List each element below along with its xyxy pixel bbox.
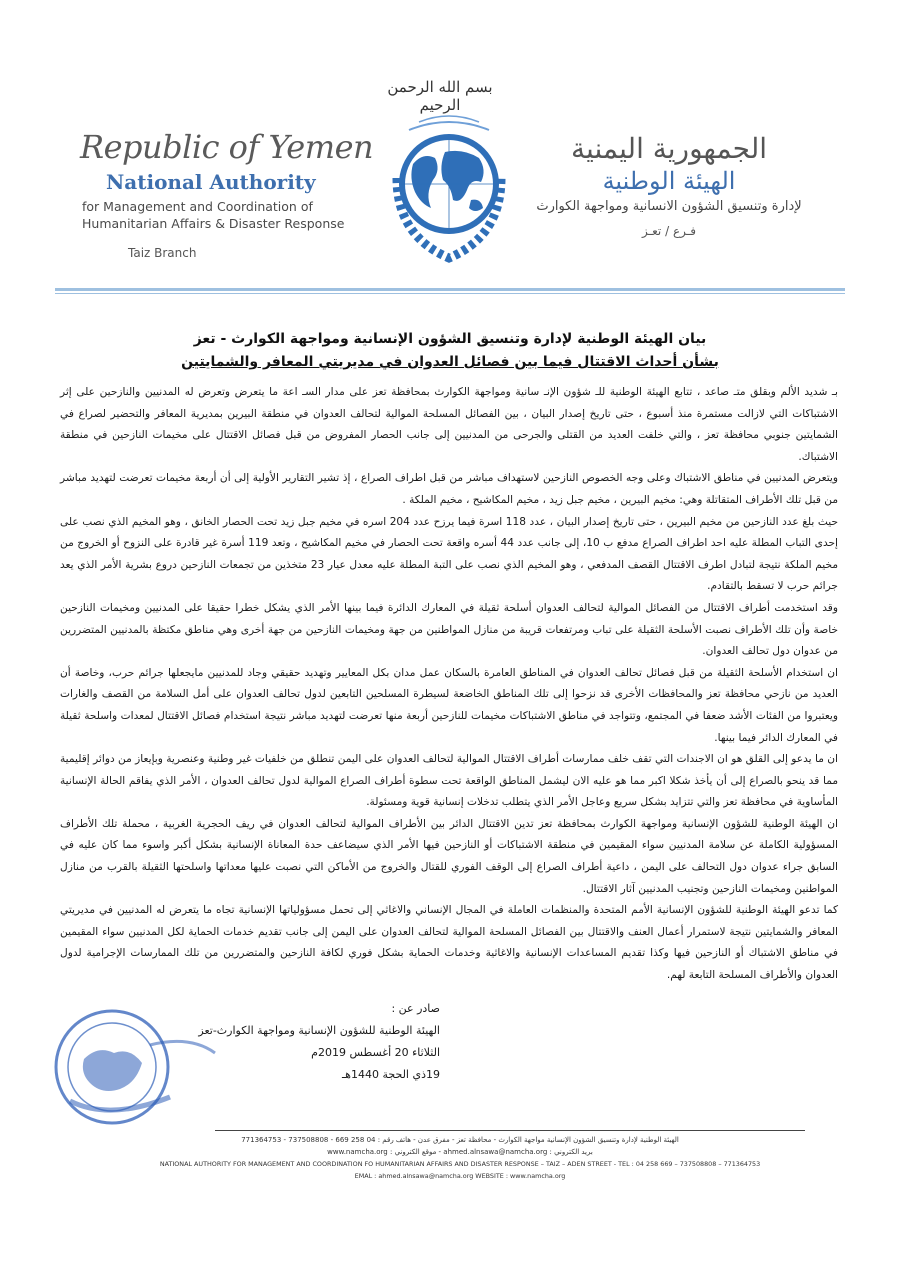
body-paragraph: بـ شديد الألم وبقلق متـ صاعد ، تتابع الهيئة الوطنية للـ شؤون الإنـ سانية ومواجهة الكوارث بمحافظة تعز على مدار السـ اعة ما يتعرض وتعرض له المدنيين والنازحين على إثر الاشتباكات التي لازالت مستمرة منذ أسبوع ، حتى تاريخ إصدار البيان ، بين الفصائل المسلحة الموالية لتحالف العدوان في منطقة البيرين بمديرية المعافر والتحضير لصراع في الشمايتين جنوبي محافظة تعز ، والتي خلفت العديد من القتلى والجرحى من المدنيين إلى جانب الحصار المفروض من قبل فصائل الاقتتال على مخيمات النازحين في منطقة الاشتباك. [60,386,838,463]
date-hijri: 19ذي الحجة 1440هـ [341,1068,440,1081]
branch-name-ar: فـرع / تعـز [642,224,696,238]
authority-description-ar: لإدارة وتنسيق الشؤون الانسانية ومواجهة الكوارث [536,199,802,214]
authority-description-en-2: Humanitarian Affairs & Disaster Response [82,216,345,231]
statement-body [60,382,838,987]
issuing-authority: الهيئة الوطنية للشؤون الإنسانية ومواجهة الكوارث-تعز [198,1024,440,1037]
body-paragraph: كما تدعو الهيئة الوطنية للشؤون الإنسانية الأمم المتحدة والمنظمات العاملة في المجال الإنساني والاغاثي إلى تحمل مسؤولياتها الإنسانية تجاه ما يتعرض له المدنيين في مديريتي المعافر والشمايتين نتيجة لاستمرار أعمال العنف والاقتتال بين الفصائل المسلحة الموالية لتحالف العدوان على اليمن إلى جانب تقديم خدمات الحماية لكل المدنيين سواء المقيمين في مناطق الاشتباك أو النازحين فيها وكذا تقديم المساعدات الإنسانية والاغاثية وخدمات الحماية بشكل فوري لكافة النازحين والمتضررين من تلك الممارسات الإجرامية لدول العدوان والأطراف المسلحة التابعة لهم. [60,904,838,982]
body-paragraph: ان الهيئة الوطنية للشؤون الإنسانية ومواجهة الكوارث بمحافظة تعز تدين الاقتتال الدائر بين الأطراف الموالية لتحالف العدوان في ريف الحجرية الغربية ، محملة تلك الأطراف المسؤولية الكاملة عن سلامة المدنيين سواء المقيمين في منطقة الاشتباكات أو النازحين فيها الأمر الذي سيضاعف حدة المعاناة الإنسانية بشكل أكبر واسوء مما كان عليه في السابق جراء عدوان دول التحالف على اليمن ، داعية أطراف الصراع إلى الوقف الفوري للقتال والخروج من الأماكن التي نصبت عليها معداتها واسلحتها الثقيلة بالقرب من منازل المواطنين ومخيمات النازحين وتجنيب المدنيين آثار الاقتتال. [60,817,838,895]
globe-laurel-emblem-icon [383,108,515,270]
footer-divider [215,1130,805,1131]
body-paragraph: ان استخدام الأسلحة الثقيلة من قبل فصائل تحالف العدوان في المناطق العامرة بالسكان عمل مدان بكل المعايير وتهديد حقيقي وجاد للمدنيين مايجعلها جرائم حرب، وخاصة أن العديد من نازحي محافظة تعز والمحافظات الأخرى قد نزحوا إلى تلك المناطق الخاضعة لسيطرة المسلحين التابعين لدول تحالف العدوان على أمل السلامة من القصف والغارات ويعتبروا من الفئات الأشد ضعفا في المجتمع، وتتواجد في مناطق الاشتباكات مخيمات للنازحين أربعة منها تعرضت لتهديد مباشر نتيجة استخدام فصائل الاقتتال لمعدات واسلحة ثقيلة في المعارك الدائر فيما بينها. [60,666,838,744]
letterhead-english [80,128,380,260]
footer-contact-ar: بريد الكتروني : ahmed.alnsawa@namcha.org - موقع الكتروني : www.namcha.org [327,1148,593,1156]
footer-address-ar: الهيئة الوطنية لإدارة وتنسيق الشؤون الإنسانية مواجهة الكوارث - محافظة تعز - مفرق عدن - هاتف رقم : 04 258 669 - 737508808 - 771364753 [241,1136,679,1144]
header-divider-thin [55,293,845,294]
title-line-2: بشأن أحداث الاقتتال فيما بين فصائل العدوان في مديريتي المعافر والشمايتين [181,354,719,370]
authority-name-ar: الهيئة الوطنية [602,167,736,195]
title-line-1: بيان الهيئة الوطنية لإدارة وتنسيق الشؤون الإنسانية ومواجهة الكوارث - تعز [193,331,707,347]
signature-block [140,998,440,1086]
footer-address-en: NATIONAL AUTHORITY FOR MANAGEMENT AND COORDINATION FO HUMANITARIAN AFFAIRS AND DISASTER RESPONSE – TAIZ – ADEN STREET - TEL : 04 258 669 – 737508808 – 771364753 [159,1160,761,1168]
body-paragraph: ان ما يدعو إلى القلق هو ان الاجندات التي تقف خلف ممارسات أطراف الاقتتال الموالية لتحالف العدوان على اليمن تنطلق من خلفيات غير وطنية وعنصرية وبإيعاز من دوائر إقليمية مما قد ينحو بالصراع إلى أن يأخذ شكلا اكبر مما هو عليه الان ليشمل المناطق الواقعة تحت سطوة أطراف الصراع الموالية لدول تحالف العدوان ، الأمر الذي يفاقم الحالة الإنسانية المأساوية في محافظة تعز والتي تتزايد بشكل سريع وعاجل الأمر الذي يتطلب تدخلات إنسانية قوية ومسئولة. [60,753,838,809]
branch-name-en: Taiz Branch [128,246,197,260]
authority-description-en-1: for Management and Coordination of [82,199,313,214]
body-paragraph: وقد استخدمت أطراف الاقتتال من الفصائل الموالية لتحالف العدوان أسلحة ثقيلة في المعارك الدائرة فيما بينها الأمر الذي يشكل خطرا حقيقا على المدنيين ومخيمات النازحين خاصة وأن تلك الأطراف نصبت الأسلحة الثقيلة على تباب ومرتفعات قريبة من منازل المواطنين من جهة ومخيمات النازحين من جهة أخرى وهي مناطق مكتظة بالمدنيين المتضررين من عدوان دول تحالف العدوان. [60,601,838,658]
republic-name-ar: الجمهورية اليمنية [570,132,768,165]
footer-contact-en: EMAL : ahmed.alnsawa@namcha.org WEBSITE : www.namcha.org [354,1172,566,1180]
issued-from-label: صادر عن : [391,1002,440,1015]
date-gregorian: الثلاثاء 20 أغسطس 2019م [311,1046,440,1059]
republic-name-en: Republic of Yemen [80,128,374,166]
body-paragraph: حيث بلغ عدد النازحين من مخيم البيرين ، حتى تاريخ إصدار البيان ، عدد 118 اسرة فيما يرزح عدد 204 اسره في مخيم جبل زيد تحت الحصار الخانق ، وهو المخيم الذي نصب على إحدى التباب المطلة عليه احد اطراف الصراع مدفع ب 10، إلى جانب عدد 44 أسره واقعة تحت الحصار في مخيم المكاشيح ، وتعد 119 أسرة غير قادرة على النزوح أو الخروج من مخيم الملكة نتيجة لتبادل اطرف الاقتتال القصف المدفعي ، وهو المخيم الذي نصب على التبة المطلة عليه معدل عيار 23 متخذين من تجمعات النازحين دروع بشرية الأمر الذي يعد جرائم حرب لا تسقط بالتقادم. [60,515,838,593]
authority-name-en: National Authority [106,170,316,194]
body-paragraph: ويتعرض المدنيين في مناطق الاشتباك وعلى وجه الخصوص النازحين لاستهداف مباشر من قبل اطراف الصراع ، إذ تشير التقارير الأولية إلى أن أربعة مخيمات تعرضت لتهديد مباشر من قبل تلك الأطراف المتقاتلة وهي: مخيم البيرين ، مخيم جبل زيد ، مخيم المكاشيح ، مخيم الملكة . [60,472,838,506]
bismillah: بسم الله الرحمن الرحيم [387,78,493,114]
letterhead-arabic [519,132,819,238]
statement-title [120,328,780,374]
page-footer [110,1134,810,1182]
header-divider [55,288,845,291]
